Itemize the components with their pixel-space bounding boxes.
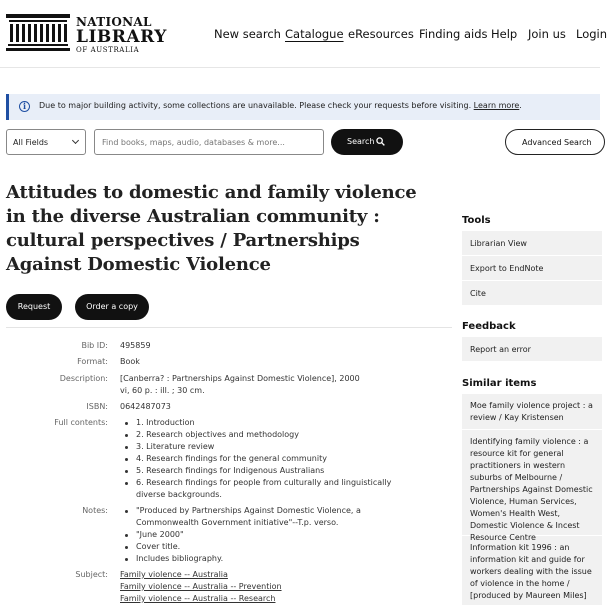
library-building-icon <box>6 14 70 52</box>
logo-line-australia: OF AUSTRALIA <box>76 46 140 54</box>
notes-item: Includes bibliography. <box>120 553 430 565</box>
bib-id-value: 495859 <box>120 341 151 350</box>
alert-banner <box>6 94 600 120</box>
search-button-label: Search <box>347 137 375 146</box>
nav-login[interactable]: Login <box>576 27 607 41</box>
isbn-label: ISBN: <box>86 402 108 411</box>
info-icon: i <box>19 101 30 112</box>
notes-label: Notes: <box>82 506 108 515</box>
notes-item: "Produced by Partnerships Against Domestic Violence, a Commonwealth Government initiative"--T.p. verso. <box>120 505 420 529</box>
nla-logo[interactable] <box>6 14 167 54</box>
similar-item[interactable]: Information kit 1996 : an information kit and guide for workers dealing with the issue of violence in the home / [produced by Maureen Miles] <box>462 536 602 606</box>
cite-link[interactable]: Cite <box>462 281 602 306</box>
nav-finding-aids[interactable]: Finding aids <box>419 27 488 41</box>
similar-item[interactable]: Moe family violence project : a review / Kay Kristensen <box>462 394 602 430</box>
isbn-value: 0642487073 <box>120 402 171 411</box>
order-copy-button[interactable] <box>75 294 149 320</box>
nav-new-search[interactable]: New search <box>214 27 281 41</box>
contents-item: 2. Research objectives and methodology <box>120 429 430 441</box>
alert-text: Due to major building activity, some collections are unavailable. Please check your requests before visiting. <box>39 101 472 110</box>
divider <box>6 327 452 328</box>
description-value <box>120 373 430 397</box>
site-header <box>0 0 607 68</box>
search-field-select[interactable] <box>6 129 86 155</box>
logo-wordmark <box>76 16 167 54</box>
tools-panel <box>462 231 602 306</box>
request-button-label: Request <box>17 302 51 311</box>
chevron-down-icon <box>72 137 79 144</box>
description-label: Description: <box>59 374 108 383</box>
contents-value <box>120 417 430 501</box>
format-label: Format: <box>77 357 108 366</box>
description-line: vi, 60 p. : ill. ; 30 cm. <box>120 386 205 395</box>
alert-message <box>39 101 522 110</box>
notes-value <box>120 505 430 565</box>
search-button[interactable] <box>331 129 403 155</box>
order-copy-button-label: Order a copy <box>86 302 138 311</box>
nav-eresources[interactable]: eResources <box>348 27 414 41</box>
similar-items-panel <box>462 394 602 606</box>
contents-item: 4. Research findings for the general community <box>120 453 430 465</box>
alert-end: . <box>519 101 522 110</box>
notes-item: Cover title. <box>120 541 430 553</box>
search-field-value: All Fields <box>13 138 49 147</box>
nav-help[interactable]: Help <box>491 27 518 41</box>
subject-link[interactable]: Family violence -- Australia -- Research <box>120 594 276 603</box>
request-button[interactable] <box>6 294 62 320</box>
notes-list <box>120 505 430 565</box>
bib-id-label: Bib ID: <box>81 341 108 350</box>
contents-item: 3. Literature review <box>120 441 430 453</box>
subject-link[interactable]: Family violence -- Australia <box>120 570 228 579</box>
contents-item: 5. Research findings for Indigenous Australians <box>120 465 430 477</box>
nav-join-us[interactable]: Join us <box>528 27 566 41</box>
similar-item[interactable]: Identifying family violence : a resource kit for general practitioners in western suburbs of Melbourne / Partnerships Against Domestic Violence, Human Services, Women's Health West, Domestic Violence & Incest Resource Centre <box>462 430 602 536</box>
contents-list <box>120 417 430 501</box>
feedback-heading: Feedback <box>462 321 516 332</box>
librarian-view-link[interactable]: Librarian View <box>462 231 602 256</box>
search-icon <box>376 137 385 146</box>
advanced-search-button[interactable] <box>505 129 605 155</box>
contents-label: Full contents: <box>54 418 108 427</box>
tools-heading: Tools <box>462 215 491 226</box>
export-endnote-link[interactable]: Export to EndNote <box>462 256 602 281</box>
search-input[interactable] <box>94 129 324 155</box>
format-value: Book <box>120 357 140 366</box>
advanced-search-label: Advanced Search <box>522 138 592 147</box>
feedback-panel <box>462 337 602 362</box>
report-error-link[interactable]: Report an error <box>462 337 602 362</box>
logo-line-library: LIBRARY <box>76 27 167 47</box>
contents-item: 6. Research findings for people from culturally and linguistically diverse backgrounds. <box>120 477 420 501</box>
description-line: [Canberra? : Partnerships Against Domestic Violence], 2000 <box>120 374 360 383</box>
record-title: Attitudes to domestic and family violence in the diverse Australian community : cultural perspectives / Partnerships Against Domestic Violence <box>6 182 417 275</box>
subject-link[interactable]: Family violence -- Australia -- Prevention <box>120 582 282 591</box>
notes-item: "June 2000" <box>120 529 430 541</box>
subject-label: Subject: <box>75 570 108 579</box>
contents-item: 1. Introduction <box>120 417 430 429</box>
logo-line-national: NATIONAL <box>76 15 152 29</box>
learn-more-link[interactable]: Learn more <box>473 101 520 110</box>
similar-items-heading: Similar items <box>462 378 537 389</box>
subject-value <box>120 569 430 605</box>
nav-catalogue[interactable]: Catalogue <box>285 27 344 41</box>
